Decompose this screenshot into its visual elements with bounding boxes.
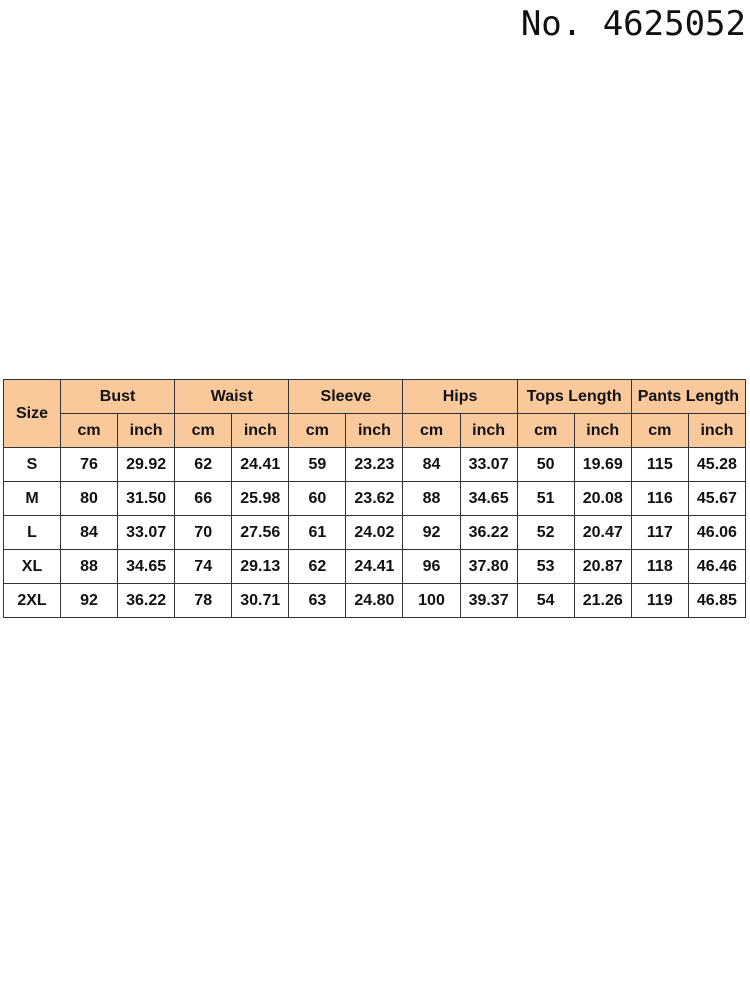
table-cell: 62 bbox=[289, 550, 346, 584]
table-cell: 33.07 bbox=[460, 448, 517, 482]
table-cell: 29.13 bbox=[232, 550, 289, 584]
table-cell: 51 bbox=[517, 482, 574, 516]
table-cell: 88 bbox=[403, 482, 460, 516]
table-cell: 117 bbox=[631, 516, 688, 550]
size-header: Size bbox=[4, 380, 61, 448]
table-cell: 45.28 bbox=[688, 448, 745, 482]
table-cell: 54 bbox=[517, 584, 574, 618]
size-cell: 2XL bbox=[4, 584, 61, 618]
table-cell: 34.65 bbox=[460, 482, 517, 516]
table-cell: 34.65 bbox=[118, 550, 175, 584]
table-cell: 59 bbox=[289, 448, 346, 482]
size-chart-table bbox=[3, 379, 746, 618]
table-cell: 30.71 bbox=[232, 584, 289, 618]
table-cell: 88 bbox=[61, 550, 118, 584]
table-cell: 74 bbox=[175, 550, 232, 584]
table-cell: 31.50 bbox=[118, 482, 175, 516]
group-header-hips: Hips bbox=[403, 380, 517, 414]
unit-header-cm: cm bbox=[631, 414, 688, 448]
table-cell: 19.69 bbox=[574, 448, 631, 482]
unit-header-inch: inch bbox=[346, 414, 403, 448]
unit-header-cm: cm bbox=[61, 414, 118, 448]
table-cell: 96 bbox=[403, 550, 460, 584]
table-row bbox=[4, 448, 746, 482]
group-header-tops-length: Tops Length bbox=[517, 380, 631, 414]
table-cell: 92 bbox=[403, 516, 460, 550]
table-cell: 46.85 bbox=[688, 584, 745, 618]
table-cell: 46.06 bbox=[688, 516, 745, 550]
table-cell: 24.41 bbox=[232, 448, 289, 482]
table-row bbox=[4, 584, 746, 618]
group-header-pants-length: Pants Length bbox=[631, 380, 745, 414]
table-cell: 20.87 bbox=[574, 550, 631, 584]
size-cell: XL bbox=[4, 550, 61, 584]
table-cell: 52 bbox=[517, 516, 574, 550]
unit-header-row bbox=[4, 414, 746, 448]
table-cell: 24.41 bbox=[346, 550, 403, 584]
table-cell: 23.23 bbox=[346, 448, 403, 482]
table-cell: 39.37 bbox=[460, 584, 517, 618]
table-cell: 24.02 bbox=[346, 516, 403, 550]
table-cell: 78 bbox=[175, 584, 232, 618]
table-cell: 45.67 bbox=[688, 482, 745, 516]
unit-header-inch: inch bbox=[232, 414, 289, 448]
table-cell: 76 bbox=[61, 448, 118, 482]
table-cell: 70 bbox=[175, 516, 232, 550]
table-cell: 46.46 bbox=[688, 550, 745, 584]
table-cell: 21.26 bbox=[574, 584, 631, 618]
table-cell: 36.22 bbox=[460, 516, 517, 550]
table-cell: 115 bbox=[631, 448, 688, 482]
table-cell: 118 bbox=[631, 550, 688, 584]
table-cell: 84 bbox=[61, 516, 118, 550]
group-header-sleeve: Sleeve bbox=[289, 380, 403, 414]
table-cell: 92 bbox=[61, 584, 118, 618]
table-cell: 50 bbox=[517, 448, 574, 482]
unit-header-inch: inch bbox=[118, 414, 175, 448]
unit-header-cm: cm bbox=[175, 414, 232, 448]
table-cell: 53 bbox=[517, 550, 574, 584]
table-cell: 20.08 bbox=[574, 482, 631, 516]
table-cell: 27.56 bbox=[232, 516, 289, 550]
size-cell: S bbox=[4, 448, 61, 482]
table-cell: 20.47 bbox=[574, 516, 631, 550]
table-cell: 116 bbox=[631, 482, 688, 516]
table-cell: 60 bbox=[289, 482, 346, 516]
table-cell: 66 bbox=[175, 482, 232, 516]
table-row bbox=[4, 482, 746, 516]
product-number: No. 4625052 bbox=[520, 4, 746, 44]
table-row bbox=[4, 516, 746, 550]
table-cell: 29.92 bbox=[118, 448, 175, 482]
table-cell: 100 bbox=[403, 584, 460, 618]
table-cell: 80 bbox=[61, 482, 118, 516]
unit-header-inch: inch bbox=[688, 414, 745, 448]
size-cell: L bbox=[4, 516, 61, 550]
unit-header-inch: inch bbox=[574, 414, 631, 448]
group-header-row bbox=[4, 380, 746, 414]
group-header-waist: Waist bbox=[175, 380, 289, 414]
table-cell: 84 bbox=[403, 448, 460, 482]
table-cell: 62 bbox=[175, 448, 232, 482]
unit-header-cm: cm bbox=[517, 414, 574, 448]
unit-header-cm: cm bbox=[403, 414, 460, 448]
table-cell: 25.98 bbox=[232, 482, 289, 516]
table-cell: 23.62 bbox=[346, 482, 403, 516]
table-cell: 61 bbox=[289, 516, 346, 550]
unit-header-inch: inch bbox=[460, 414, 517, 448]
table-cell: 33.07 bbox=[118, 516, 175, 550]
table-cell: 63 bbox=[289, 584, 346, 618]
table-cell: 36.22 bbox=[118, 584, 175, 618]
table-cell: 119 bbox=[631, 584, 688, 618]
table-cell: 37.80 bbox=[460, 550, 517, 584]
table-cell: 24.80 bbox=[346, 584, 403, 618]
table-row bbox=[4, 550, 746, 584]
size-cell: M bbox=[4, 482, 61, 516]
unit-header-cm: cm bbox=[289, 414, 346, 448]
group-header-bust: Bust bbox=[61, 380, 175, 414]
